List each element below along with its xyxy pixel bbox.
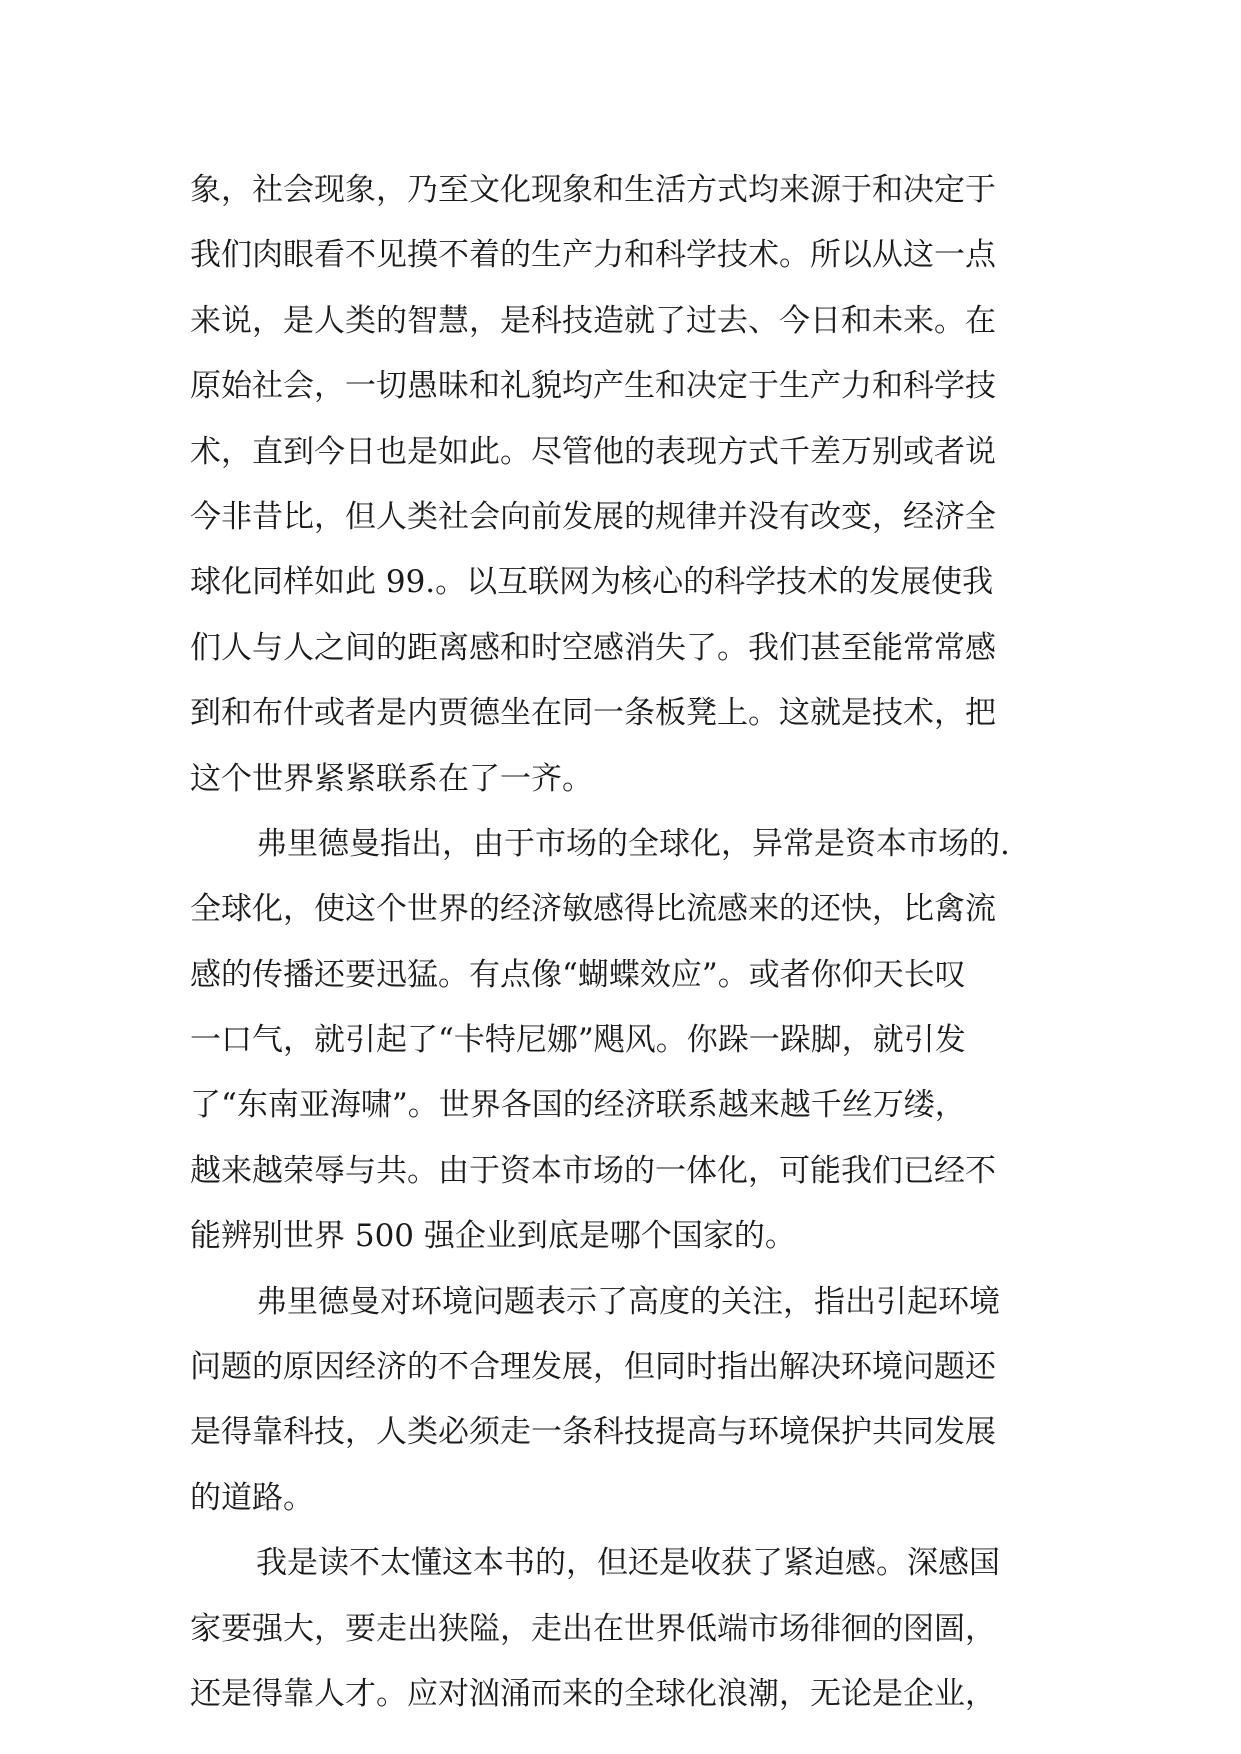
paragraph-first-line: 弗里德曼对环境问题表示了高度的关注，指出引起环境 xyxy=(256,1283,1000,1320)
text-line: 这个世界紧紧联系在了一齐。 xyxy=(190,760,593,797)
paragraph-first-line: 我是读不太懂这本书的，但还是收获了紧迫感。深感国 xyxy=(256,1545,1000,1582)
text-line: 感的传播还要迅猛。有点像“蝴蝶效应”。或者你仰天长叹 xyxy=(190,956,966,993)
text-line: 一口气，就引起了“卡特尼娜”飓风。你跺一跺脚，就引发 xyxy=(190,1022,966,1059)
text-line: 到和布什或者是内贾德坐在同一条板凳上。这就是技术，把 xyxy=(190,695,996,732)
text-line: 还是得靠人才。应对汹涌而来的全球化浪潮，无论是企业， xyxy=(190,1675,996,1712)
text-line: 们人与人之间的距离感和时空感消失了。我们甚至能常常感 xyxy=(190,629,996,666)
text-line: 来说，是人类的智慧，是科技造就了过去、今日和未来。在 xyxy=(190,302,996,339)
text-line: 能辨别世界 500 强企业到底是哪个国家的。 xyxy=(190,1218,796,1255)
text-line: 术，直到今日也是如此。尽管他的表现方式千差万别或者说 xyxy=(190,433,996,470)
text-line: 全球化，使这个世界的经济敏感得比流感来的还快，比禽流 xyxy=(190,891,996,928)
text-line: 越来越荣辱与共。由于资本市场的一体化，可能我们已经不 xyxy=(190,1152,996,1189)
text-line: 了“东南亚海啸”。世界各国的经济联系越来越千丝万缕， xyxy=(190,1087,966,1124)
text-line: 是得靠科技，人类必须走一条科技提高与环境保护共同发展 xyxy=(190,1414,996,1451)
paragraph-first-line: 弗里德曼指出，由于市场的全球化，异常是资本市场的. xyxy=(256,825,1010,862)
text-line: 象，社会现象，乃至文化现象和生活方式均来源于和决定于 xyxy=(190,172,996,208)
text-line: 球化同样如此 99.。以互联网为核心的科学技术的发展使我 xyxy=(190,564,994,601)
text-line: 家要强大，要走出狭隘，走出在世界低端市场徘徊的囹圄， xyxy=(190,1610,996,1647)
text-line: 问题的原因经济的不合理发展，但同时指出解决环境问题还 xyxy=(190,1349,996,1386)
text-line: 原始社会，一切愚昧和礼貌均产生和决定于生产力和科学技 xyxy=(190,368,996,405)
text-line: 的道路。 xyxy=(190,1479,314,1516)
text-line: 我们肉眼看不见摸不着的生产力和科学技术。所以从这一点 xyxy=(190,237,996,274)
text-line: 今非昔比，但人类社会向前发展的规律并没有改变，经济全 xyxy=(190,498,996,535)
body-text xyxy=(190,158,1060,1727)
